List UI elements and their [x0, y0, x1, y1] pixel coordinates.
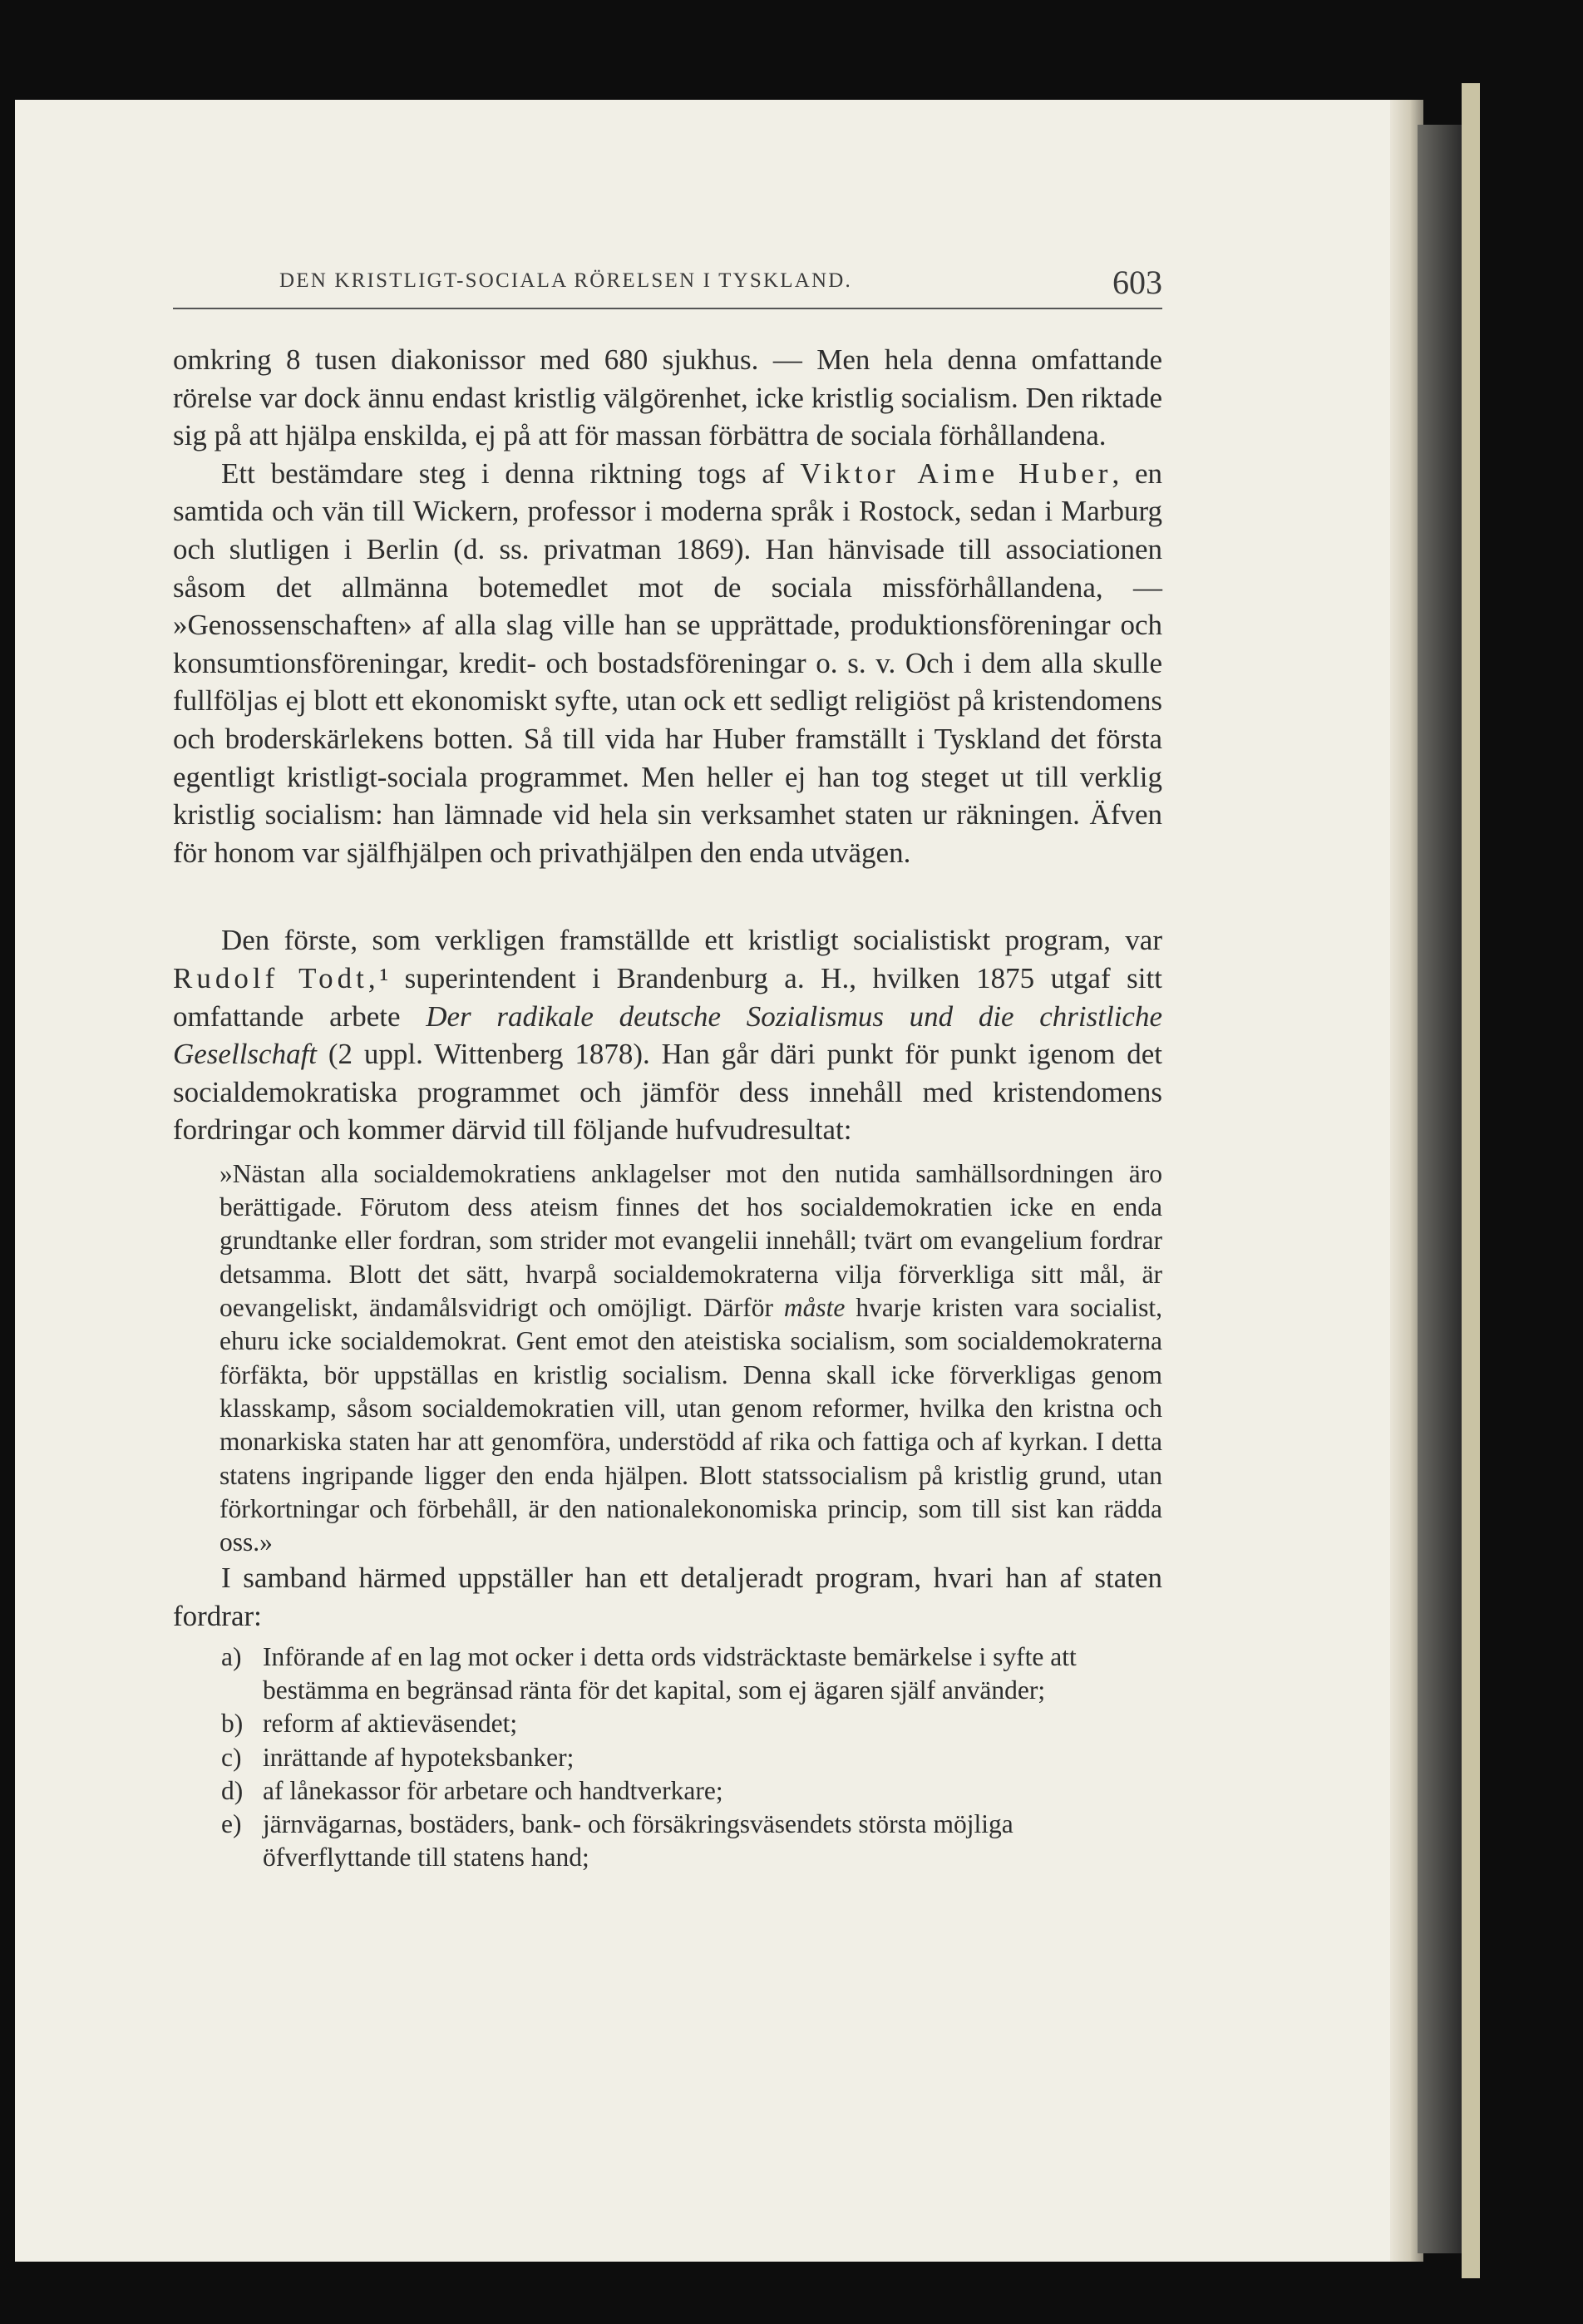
quote-text — [219, 1157, 1162, 1560]
quote-text-a: »Nästan alla socialdemokratiens anklagelser mot den nutida samhällsordningen äro berättigade. Förutom dess ateism finnes det hos socialdemokratien icke en enda grundtanke eller fordran, som strider mot evangelii innehåll; tvärt om evangelium fordrar detsamma. Blott det sätt, hvarpå socialdemokraterna vilja förverkliga sitt mål, är oevangeliskt, ändamålsvidrigt och omöjligt. Därför — [219, 1158, 1162, 1323]
running-head-title: DEN KRISTLIGT-SOCIALA RÖRELSEN I TYSKLAND. — [279, 269, 852, 292]
book-title: Der radikale deutsche Sozialismus und die christliche Gesellschaft — [173, 999, 1162, 1071]
cover-edge — [1462, 83, 1480, 2278]
paragraph-3-end: (2 uppl. Wittenberg 1878). Han går däri punkt för punkt igenom det socialdemokratiska programmet och jämför dess innehåll med kristendomens fordringar och kommer därvid till följande hufvudresultat: — [173, 1038, 1162, 1147]
block-quote — [173, 1157, 1162, 1560]
list-item-label: b) — [221, 1709, 244, 1739]
text-block — [173, 266, 1162, 1875]
running-head — [173, 266, 1162, 309]
list-item-text: af lånekassor för arbetare och handtverkare; — [263, 1775, 723, 1805]
list-item — [221, 1707, 1162, 1740]
list-item-text: reform af aktieväsendet; — [263, 1709, 518, 1739]
paragraph-2-lead: Ett bestämdare steg i denna riktning togs af — [221, 456, 801, 490]
paragraph-2-body: , en samtida och vän till Wickern, professor i moderna språk i Rostock, sedan i Marburg och slutligen i Berlin (d. ss. privatman 1869). Han hänvisade till associationen såsom det allmänna botemedlet mot de sociala missförhållandena, — »Genossenschaften» af alla slag ville han se upprättade, produktionsföreningar och konsumtionsföreningar, kredit- och bostadsföreningar o. s. v. Och i dem alla skulle fullföljas ej blott ett ekonomiskt syfte, utan ock ett sedligt religiöst på kristendomens och broderskärlekens botten. Så till vida har Huber framställt i Tyskland det första egentligt kristligt-sociala programmet. Men heller ej han tog steget ut till verklig kristlig socialism: han lämnade vid hela sin verksamhet staten ur räkningen. Äfven för honom var själfhjälpen och privathjälpen den enda utvägen. — [173, 456, 1162, 869]
paragraph-1: omkring 8 tusen diakonissor med 680 sjukhus. — Men hela denna omfattande rörelse var dock ännu endast kristlig välgörenhet, icke kristlig socialism. Den riktade sig på att hjälpa enskilda, ej på att för massan förbättra de sociala förhållandena. — [173, 343, 1162, 452]
paragraph-3 — [173, 921, 1162, 1149]
page-number: 603 — [1112, 264, 1162, 301]
person-name-huber: Viktor Aime Huber — [800, 456, 1112, 490]
list-item — [221, 1808, 1162, 1875]
list-item — [221, 1741, 1162, 1774]
person-name-todt: Rudolf Todt, — [173, 961, 380, 994]
paragraph-3-middle: ¹ superintendent i Brandenburg a. H., hvilken 1875 utgaf sitt omfattande arbete — [173, 961, 1162, 1033]
list-item-label: a) — [221, 1641, 242, 1671]
paragraph-4: I samband härmed uppställer han ett detaljeradt program, hvari han af staten fordrar: — [173, 1562, 1162, 1633]
quote-emphasis: måste — [783, 1293, 846, 1323]
list-item-label: e) — [221, 1809, 242, 1839]
list-item-label: c) — [221, 1742, 242, 1772]
paragraph-3-lead: Den förste, som verkligen framställde ett kristligt socialistiskt program, var — [221, 924, 1162, 957]
list-item-text: järnvägarnas, bostäders, bank- och försäkringsväsendets största möjliga öfverflyttande till statens hand; — [263, 1809, 1013, 1873]
demands-list — [173, 1641, 1162, 1875]
list-item-text: inrättande af hypoteksbanker; — [263, 1742, 575, 1772]
quote-text-b: hvarje kristen vara socialist, ehuru icke socialdemokrat. Gent emot den ateistiska socialism, som socialdemokraterna förfäkta, bör uppställas en kristlig socialism. Denna skall icke förverkligas genom klasskamp, såsom socialdemokratien vill, utan genom reformer, hvilka den kristna och monarkiska staten har att genomföra, understödd af rika och fattiga och af kyrkan. I detta statens ingripande ligger den enda hjälpen. Blott statssocialism på kristlig grund, utan förkortningar och förbehåll, är den nationalekonomiska princip, som till sist kan rädda oss.» — [219, 1293, 1162, 1557]
paragraph-2 — [173, 455, 1162, 872]
binding-gutter — [1418, 125, 1463, 2253]
list-item — [221, 1641, 1162, 1708]
list-item-text: Införande af en lag mot ocker i detta ords vidsträcktaste bemärkelse i syfte att bestämma en begränsad ränta för det kapital, som ej ägaren själf använder; — [263, 1641, 1077, 1705]
list-item — [221, 1774, 1162, 1808]
list-item-label: d) — [221, 1775, 244, 1805]
